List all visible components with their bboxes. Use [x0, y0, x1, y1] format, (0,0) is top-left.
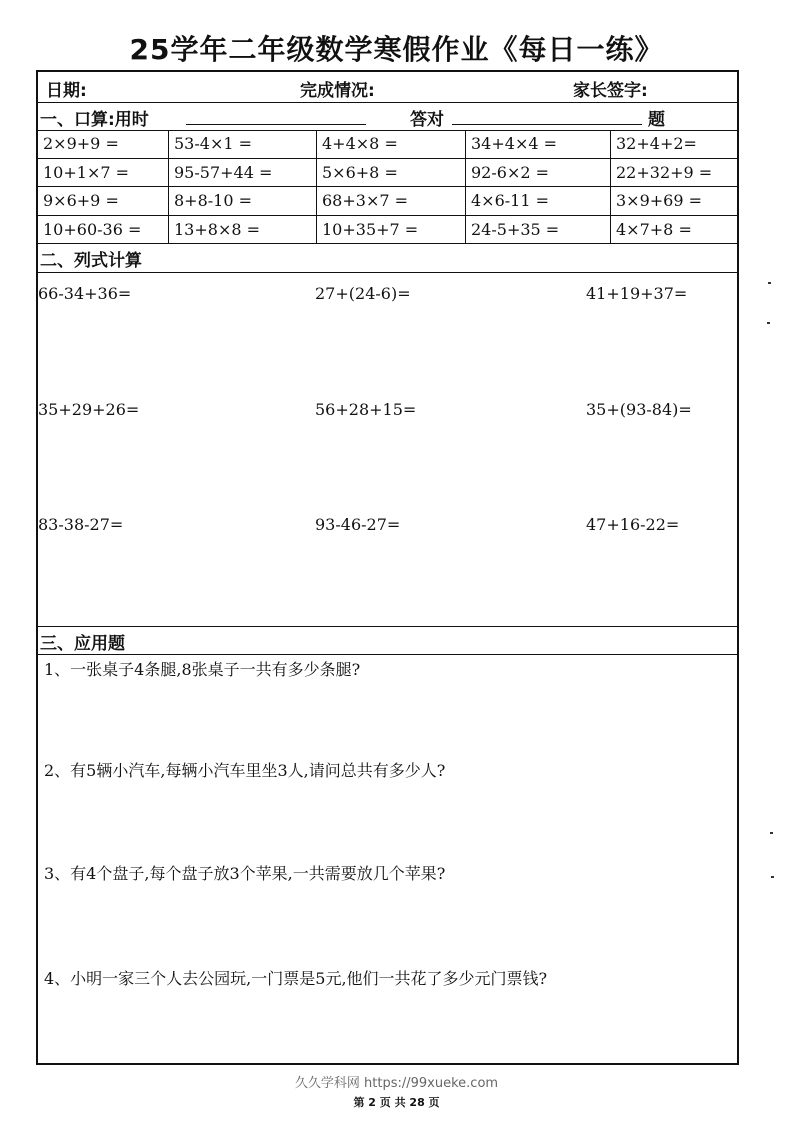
- math-cell: 34+4×4 =: [466, 130, 611, 159]
- page-number: 第 2 页 共 28 页: [353, 1096, 440, 1109]
- math-cell: 4×6-11 =: [466, 187, 611, 216]
- math-cell: 95-57+44 =: [169, 159, 317, 188]
- math-cell: 10+60-36 =: [38, 216, 169, 245]
- expression-item: 35+(93-84)=: [586, 400, 692, 419]
- math-cell: 9×6+9 =: [38, 187, 169, 216]
- correct-blank[interactable]: [452, 124, 642, 125]
- footer-site-link[interactable]: 久久学科网 https://99xueke.com: [294, 1076, 499, 1091]
- math-cell: 2×9+9 =: [38, 130, 169, 159]
- worksheet-title: 25学年二年级数学寒假作业《每日一练》: [129, 33, 664, 66]
- math-cell: 13+8×8 =: [169, 216, 317, 245]
- scan-speck: [768, 282, 771, 284]
- expression-item: 93-46-27=: [315, 515, 401, 534]
- math-cell: 3×9+69 =: [611, 187, 737, 216]
- word-problem: 3、有4个盘子,每个盘子放3个苹果,一共需要放几个苹果?: [44, 864, 446, 883]
- math-cell: 10+1×7 =: [38, 159, 169, 188]
- math-cell: 68+3×7 =: [317, 187, 466, 216]
- expression-item: 41+19+37=: [586, 284, 688, 303]
- parent-signature-label: 家长签字:: [573, 81, 648, 101]
- expression-item: 83-38-27=: [38, 515, 124, 534]
- math-cell: 10+35+7 =: [317, 216, 466, 245]
- expression-item: 66-34+36=: [38, 284, 132, 303]
- info-row: [38, 72, 737, 103]
- mental-math-grid: [38, 130, 737, 244]
- date-label: 日期:: [46, 81, 87, 101]
- math-cell: 32+4+2=: [611, 130, 737, 159]
- math-cell: 22+32+9 =: [611, 159, 737, 188]
- scan-speck: [771, 876, 774, 878]
- math-cell: 92-6×2 =: [466, 159, 611, 188]
- expression-item: 47+16-22=: [586, 515, 680, 534]
- math-cell: 4×7+8 =: [611, 216, 737, 245]
- math-cell: 8+8-10 =: [169, 187, 317, 216]
- word-problem: 4、小明一家三个人去公园玩,一门票是5元,他们一共花了多少元门票钱?: [44, 969, 548, 988]
- word-problem: 2、有5辆小汽车,每辆小汽车里坐3人,请问总共有多少人?: [44, 761, 446, 780]
- expression-item: 27+(24-6)=: [315, 284, 411, 303]
- expression-item: 35+29+26=: [38, 400, 140, 419]
- section3-header: [38, 626, 737, 655]
- math-cell: 24-5+35 =: [466, 216, 611, 245]
- math-cell: 53-4×1 =: [169, 130, 317, 159]
- section3-label: 三、应用题: [40, 634, 125, 654]
- scan-speck: [767, 322, 770, 324]
- time-blank[interactable]: [186, 124, 366, 125]
- question-unit-label: 题: [648, 110, 665, 130]
- correct-label: 答对: [410, 110, 444, 130]
- math-cell: 5×6+8 =: [317, 159, 466, 188]
- status-label: 完成情况:: [300, 81, 375, 101]
- expression-item: 56+28+15=: [315, 400, 417, 419]
- section2-label: 二、列式计算: [40, 251, 142, 271]
- section1-label: 一、口算:用时: [40, 110, 149, 130]
- section2-header: [38, 244, 737, 273]
- section1-header: [38, 102, 737, 131]
- worksheet-sheet: [36, 70, 739, 1065]
- scan-speck: [770, 832, 773, 834]
- word-problem: 1、一张桌子4条腿,8张桌子一共有多少条腿?: [44, 660, 361, 679]
- math-cell: 4+4×8 =: [317, 130, 466, 159]
